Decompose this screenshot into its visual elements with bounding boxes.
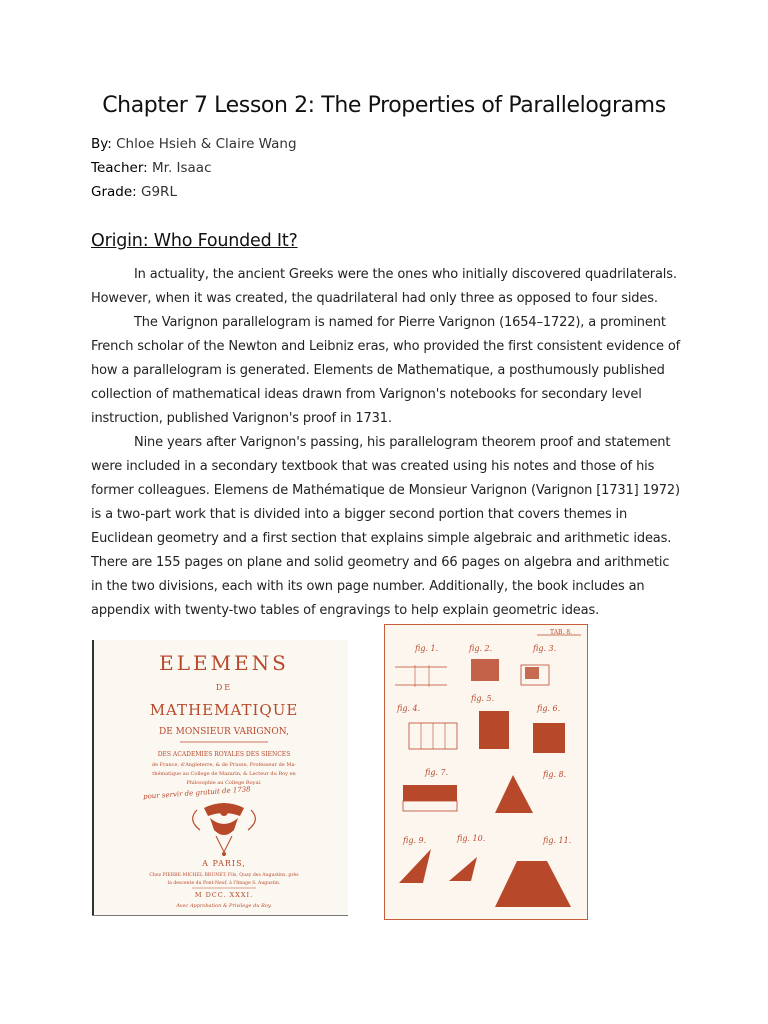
by-value: Chloe Hsieh & Claire Wang [111, 136, 297, 152]
fig-8-label: fig. 8. [543, 770, 567, 779]
by-label: By: [91, 136, 112, 152]
text-line: were included in a secondary textbook that was created using his notes and those of his [91, 459, 655, 474]
fig-8-drawing [495, 775, 533, 813]
cover-handwriting: pour servir de gratuit de 1738 [142, 785, 251, 801]
fig-2-label: fig. 2. [469, 644, 493, 653]
text-line: However, when it was created, the quadrilateral had only three as opposed to four sides. [91, 291, 658, 306]
text-line: In actuality, the ancient Greeks were the ones who initially discovered quadrilaterals. [134, 267, 677, 282]
teacher-label: Teacher: [91, 160, 148, 176]
fig-3-drawing [521, 665, 549, 685]
teacher-value: Mr. Isaac [147, 160, 212, 176]
fig-5-label: fig. 5. [471, 694, 495, 703]
fig-3-label: fig. 3. [533, 644, 557, 653]
fig-4-drawing [409, 723, 457, 749]
fig-6-drawing [533, 723, 565, 753]
fig-9-drawing [399, 849, 431, 883]
cover-ornament [193, 803, 256, 856]
fig-7-label: fig. 7. [425, 768, 449, 777]
text-line: collection of mathematical ideas drawn from Varignon's notebooks for secondary level [91, 387, 642, 402]
fig-6-label: fig. 6. [537, 704, 561, 713]
text-line: The Varignon parallelogram is named for Pierre Varignon (1654–1722), a prominent [134, 315, 666, 330]
cover-publisher-2: la descente du Pont-Neuf, à l'Image S. Augustin. [167, 881, 281, 886]
body-text [91, 263, 691, 623]
text-line: Nine years after Varignon's passing, his parallelogram theorem proof and statement [134, 435, 671, 450]
text-line: French scholar of the Newton and Leibniz eras, who provided the first consistent evidence of [91, 339, 681, 354]
text-line: how a parallelogram is generated. Elements de Mathematique, a posthumously published [91, 363, 665, 378]
cover-year: M DCC. XXXI. [194, 891, 254, 899]
fig-2-drawing [471, 659, 499, 681]
fig-1-label: fig. 1. [415, 644, 439, 653]
cover-line7: thématique au College de Mazarin, & Lecteur du Roy en [152, 771, 296, 777]
text-line: instruction, published Varignon's proof in 1731. [91, 411, 392, 426]
teacher-line [91, 156, 297, 180]
cover-de: DE [215, 683, 233, 692]
text-line: Euclidean geometry and a first section that explains simple algebraic and arithmetic ideas. [91, 531, 672, 546]
grade-label: Grade: [91, 184, 137, 200]
fig-10-drawing [449, 857, 477, 881]
plate-tab-label: TAB. 8. [550, 629, 572, 636]
cover-privilege: Avec Approbation & Privilege du Roy. [176, 903, 272, 909]
text-line: is a two-part work that is divided into a bigger second portion that covers themes in [91, 507, 628, 522]
fig-11-drawing [495, 861, 571, 907]
cover-line6: de France, d'Angleterre, & de Prusse, Professeur de Ma- [151, 762, 297, 768]
fig-11-label: fig. 11. [543, 836, 572, 845]
engraving-plate-image [384, 624, 588, 920]
page-title: Chapter 7 Lesson 2: The Properties of Parallelograms [102, 93, 666, 118]
text-line: appendix with twenty-two tables of engravings to help explain geometric ideas. [91, 603, 600, 618]
fig-4-label: fig. 4. [397, 704, 421, 713]
fig-1-drawing [395, 665, 447, 687]
cover-title: ELEMENS [159, 651, 289, 675]
cover-subject: MATHEMATIQUE [149, 701, 299, 719]
cover-line8: Philosophie au College Royal. [186, 780, 262, 786]
section-heading: Origin: Who Founded It? [91, 231, 298, 251]
cover-academies: DES ACADEMIES ROYALES DES SIENCES [157, 751, 291, 758]
grade-line [91, 180, 297, 204]
fig-10-label: fig. 10. [457, 834, 486, 843]
text-line: former colleagues. Elemens de Mathématique de Monsieur Varignon (Varignon [1731] 1972) [91, 483, 680, 498]
fig-5-drawing [479, 711, 509, 749]
book-cover-image [92, 640, 348, 916]
cover-author: DE MONSIEUR VARIGNON, [159, 727, 289, 737]
cover-publisher-1: Chez PIERRE-MICHEL BRUNET, Fils, Quay des Augustins, près [149, 873, 299, 878]
fig-7-drawing [403, 785, 457, 811]
authors-line [91, 132, 297, 156]
text-line: There are 155 pages on plane and solid geometry and 66 pages on algebra and arithmetic [91, 555, 670, 570]
fig-9-label: fig. 9. [403, 836, 427, 845]
author-info [91, 132, 297, 204]
text-line: in the two divisions, each with its own page number. Additionally, the book includes an [91, 579, 645, 594]
cover-city: A PARIS, [202, 859, 246, 868]
grade-value: G9RL [136, 184, 177, 200]
